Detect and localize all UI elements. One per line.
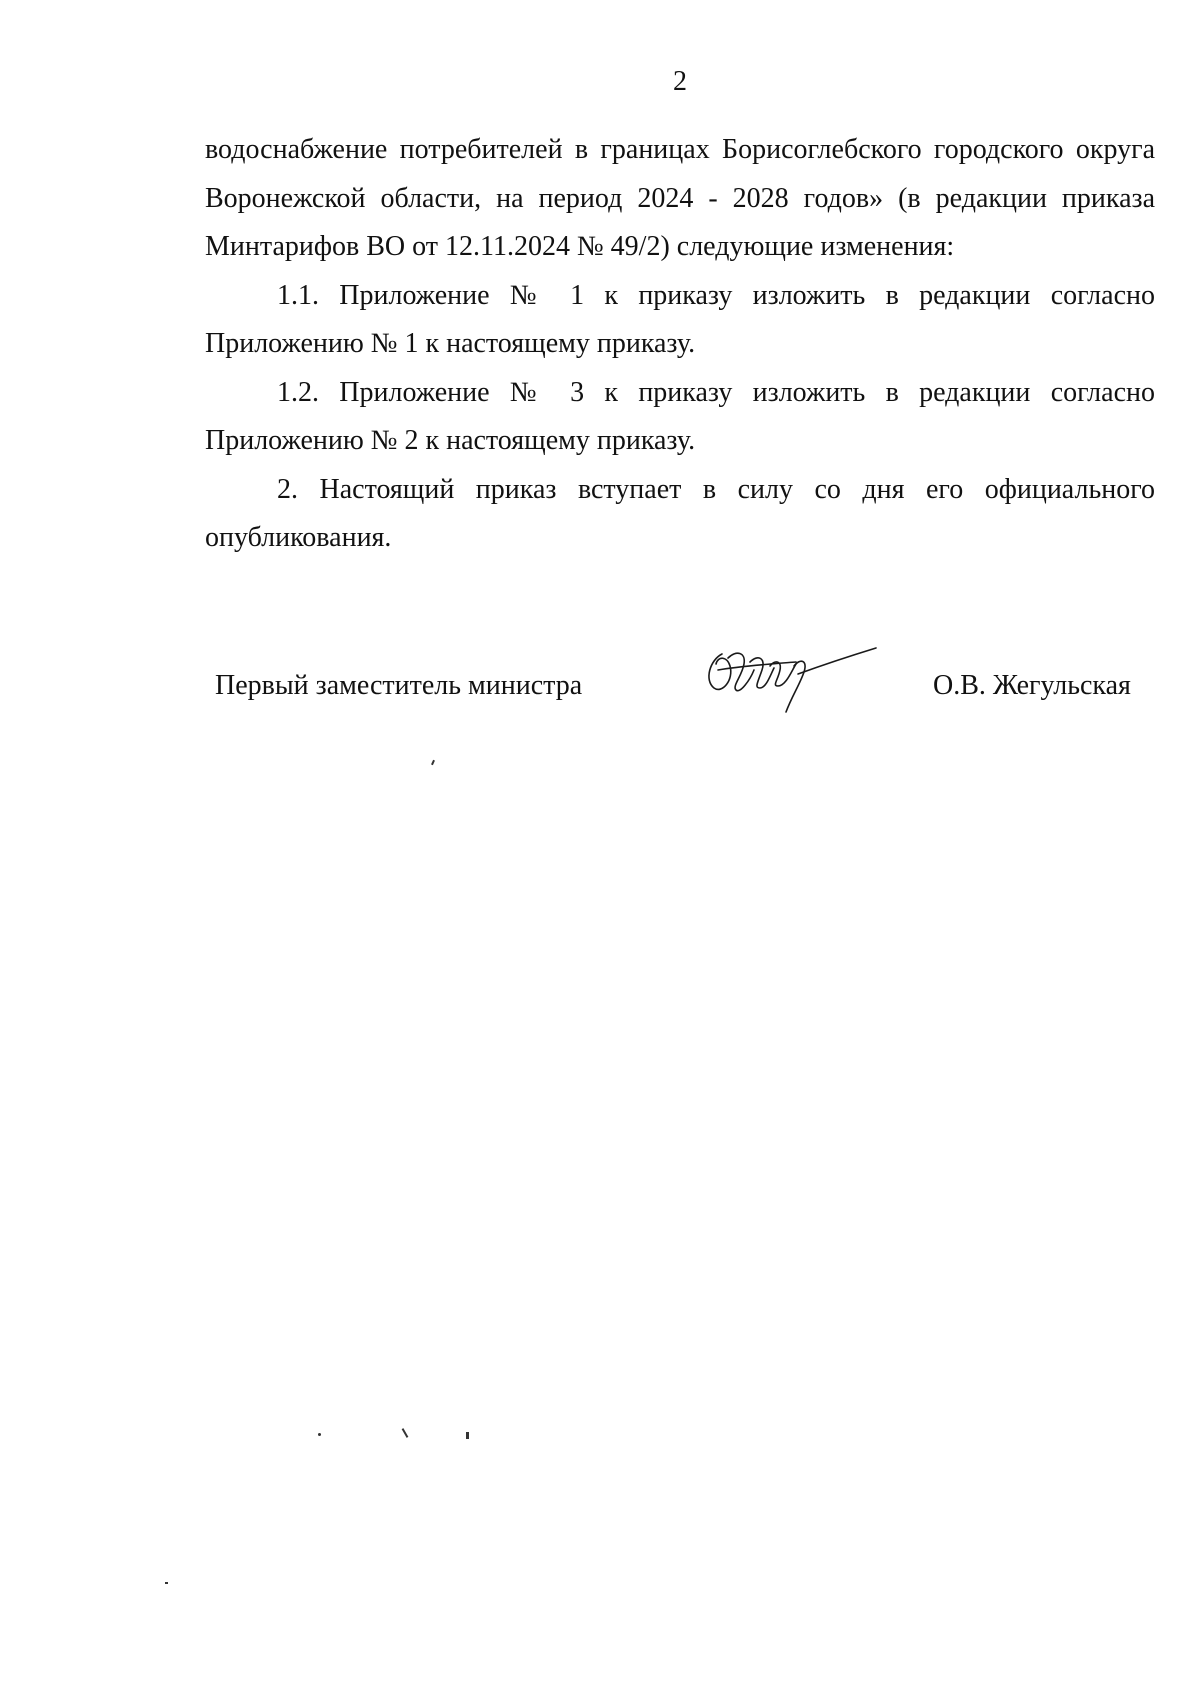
scan-artifact xyxy=(165,1582,168,1584)
handwritten-signature-icon xyxy=(700,640,880,720)
signatory-name: О.В. Жегульская xyxy=(933,670,1131,701)
paragraph-item-1-2: 1.2. Приложение № 3 к приказу изложить в редакции согласно Приложению № 2 к настоящему приказу. xyxy=(205,376,1155,456)
paragraph-item-1-1: 1.1. Приложение № 1 к приказу изложить в редакции согласно Приложению № 1 к настоящему приказу. xyxy=(205,279,1155,359)
signatory-title: Первый заместитель министра xyxy=(215,670,583,701)
scan-artifact xyxy=(466,1432,469,1439)
scan-artifact xyxy=(431,760,435,765)
document-body xyxy=(205,126,1155,563)
page-number: 2 xyxy=(673,66,687,97)
scan-artifact xyxy=(318,1433,321,1436)
paragraph-continuation: водоснабжение потребителей в границах Борисоглебского городского округа Воронежской области, на период 2024 - 2028 годов» (в редакции приказа Минтарифов ВО от 12.11.2024 № 49/2) следующие изменения: xyxy=(205,134,1155,262)
scan-artifact xyxy=(402,1428,409,1438)
paragraph-item-2: 2. Настоящий приказ вступает в силу со дня его официального опубликования. xyxy=(205,473,1155,553)
